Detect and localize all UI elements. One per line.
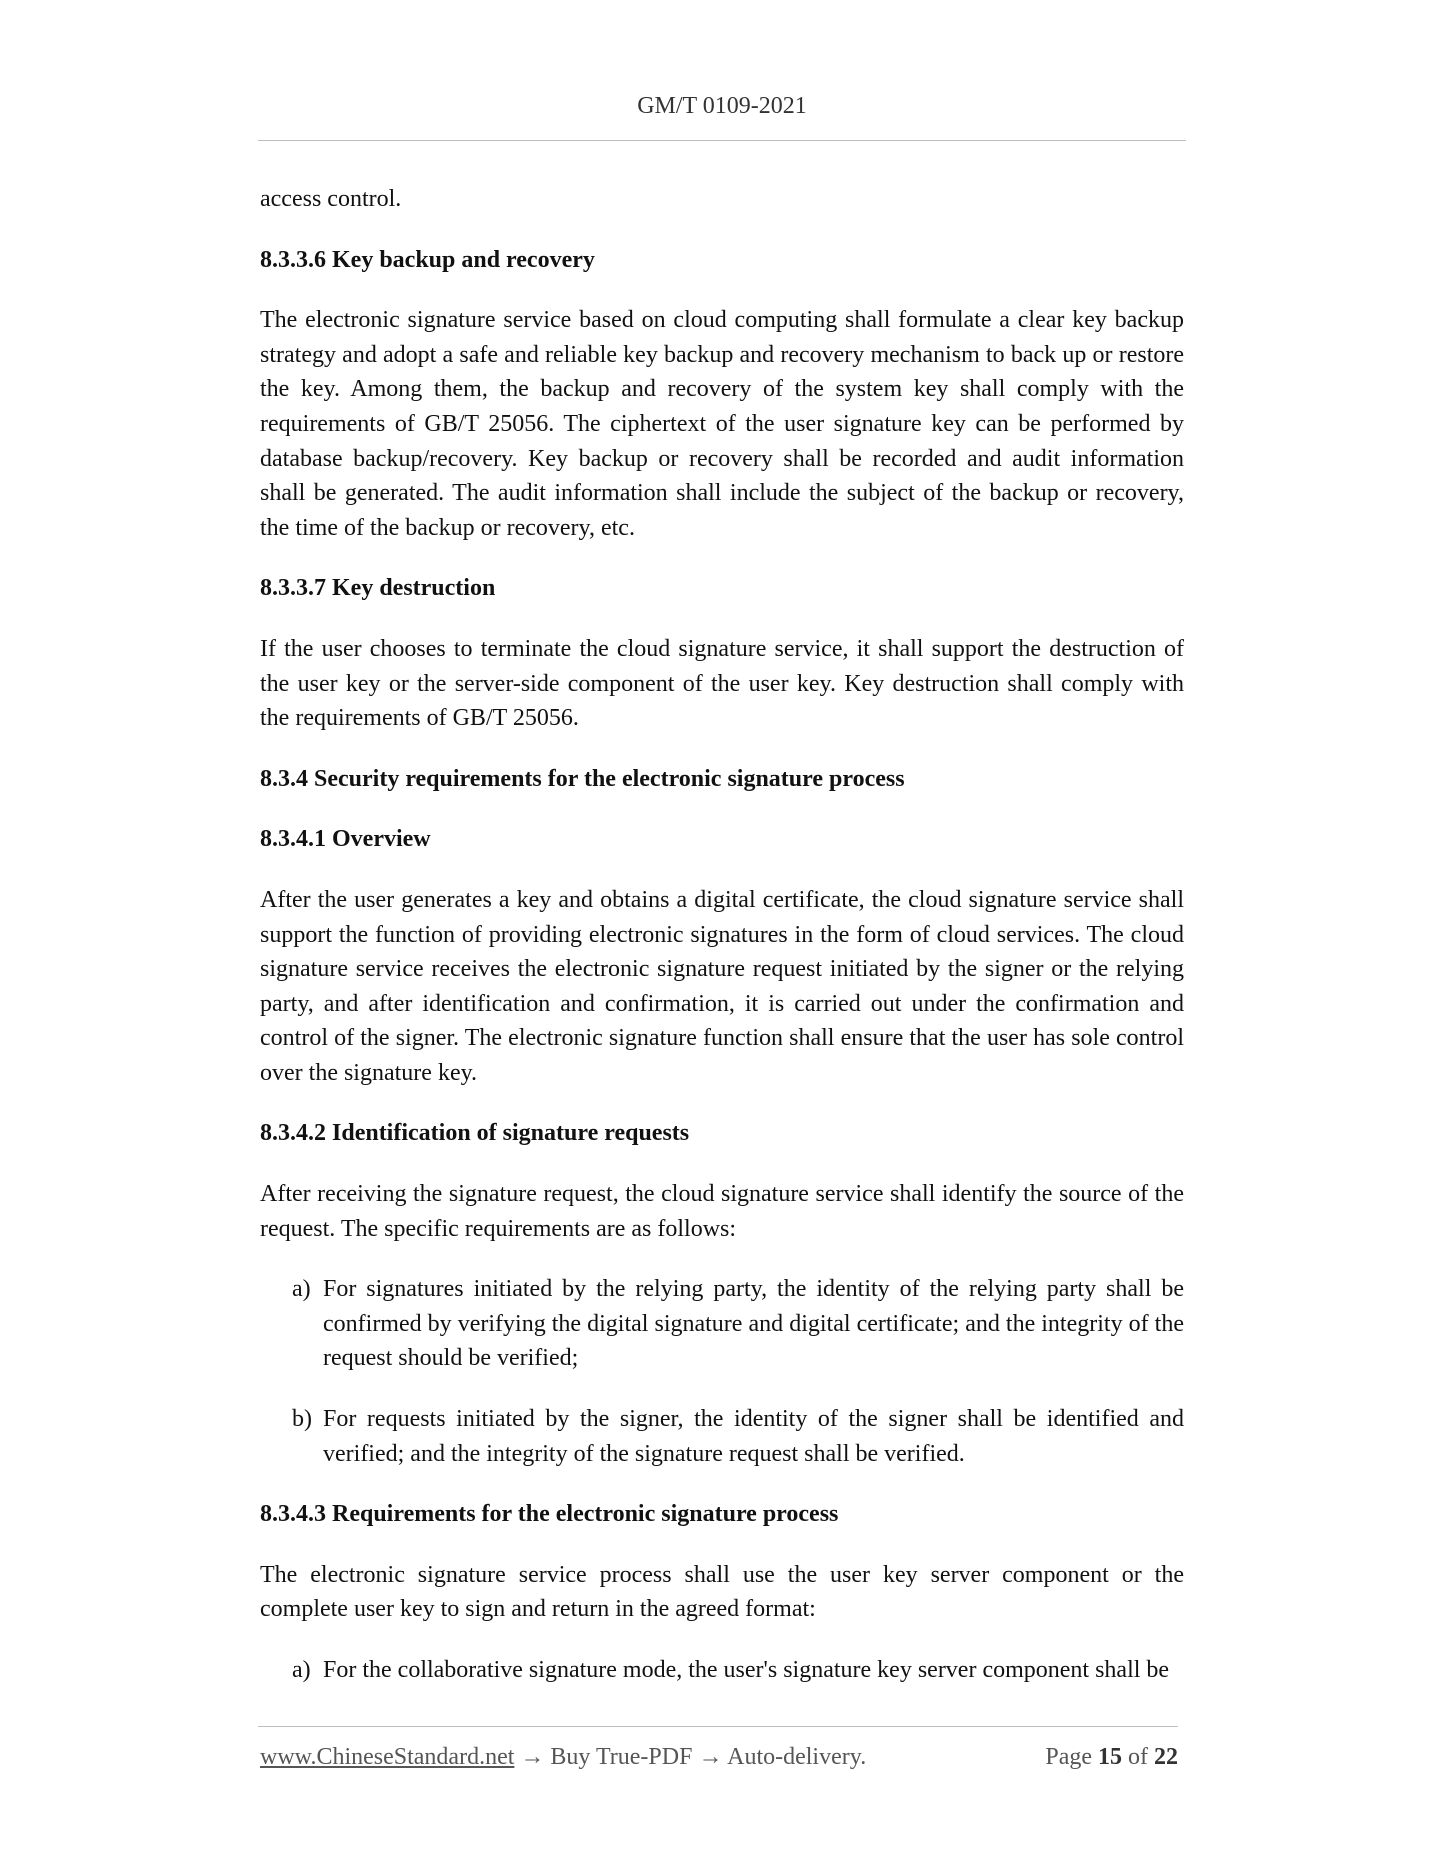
page-label: Page	[1045, 1744, 1092, 1770]
section-paragraph: The electronic signature service process shall use the user key server component or the complete user key to sign and return in the agreed format:	[260, 1561, 1184, 1623]
continuation-text: access control.	[260, 186, 402, 212]
footer-divider	[258, 1726, 1178, 1727]
page-number	[1045, 1744, 1178, 1771]
section-paragraph: The electronic signature service based on cloud computing shall formulate a clear key backup strategy and adopt a safe and reliable key backup and recovery mechanism to back up or restore the key. Among them, the backup and recovery of the system key shall comply with the requirements of GB/T 25056. The ciphertext of the user signature key can be performed by database backup/recovery. Key backup or recovery shall be recorded and audit information shall be generated. The audit information shall include the subject of the backup or recovery, the time of the backup or recovery, etc.	[260, 307, 1184, 541]
section-heading: 8.3.4.1 Overview	[260, 826, 431, 853]
list-item-text: For the collaborative signature mode, the user's signature key server component shall be	[323, 1657, 1170, 1683]
section-paragraph: If the user chooses to terminate the cloud signature service, it shall support the destruction of the user key or the server-side component of the user key. Key destruction shall comply with the requirements of GB/T 25056.	[260, 635, 1184, 732]
page-header: GM/T 0109-2021	[637, 93, 807, 119]
section-paragraph: After the user generates a key and obtains a digital certificate, the cloud signature service shall support the function of providing electronic signatures in the form of cloud services. The cloud signature service receives the electronic signature request initiated by the signer or the relying party, and after identification and confirmation, it is carried out under the confirmation and control of the signer. The electronic signature function shall ensure that the user has sole control over the signature key.	[260, 886, 1184, 1086]
section-paragraph: After receiving the signature request, the cloud signature service shall identify the source of the request. The specific requirements are as follows:	[260, 1181, 1184, 1242]
section-heading: 8.3.4.3 Requirements for the electronic signature process	[260, 1501, 839, 1528]
page-of: of	[1128, 1744, 1148, 1770]
section-heading: 8.3.4 Security requirements for the electronic signature process	[260, 765, 905, 792]
list-item	[292, 1402, 1184, 1471]
page-current: 15	[1098, 1744, 1122, 1770]
promo-text: → Buy True-PDF → Auto-delivery.	[520, 1744, 867, 1770]
list-marker: a)	[292, 1657, 311, 1683]
list-item-text: For signatures initiated by the relying party, the identity of the relying party shall be confirmed by verifying the digital signature and digital certificate; and the integrity of the request should be verified;	[323, 1276, 1184, 1372]
website-link[interactable]: www.ChineseStandard.net	[260, 1744, 515, 1770]
list-marker: a)	[292, 1276, 311, 1303]
page-total: 22	[1154, 1744, 1178, 1770]
list-item	[292, 1272, 1184, 1376]
list-marker: b)	[292, 1406, 312, 1433]
page-footer	[260, 1744, 1178, 1778]
header-divider	[258, 140, 1186, 141]
list-item-text: For requests initiated by the signer, the identity of the signer shall be identified and verified; and the integrity of the signature request shall be verified.	[323, 1406, 1184, 1467]
section-heading: 8.3.3.6 Key backup and recovery	[260, 246, 595, 273]
section-heading: 8.3.3.7 Key destruction	[260, 575, 496, 602]
document-body	[260, 182, 1184, 1714]
list-item	[292, 1653, 1184, 1688]
section-heading: 8.3.4.2 Identification of signature requests	[260, 1120, 690, 1147]
